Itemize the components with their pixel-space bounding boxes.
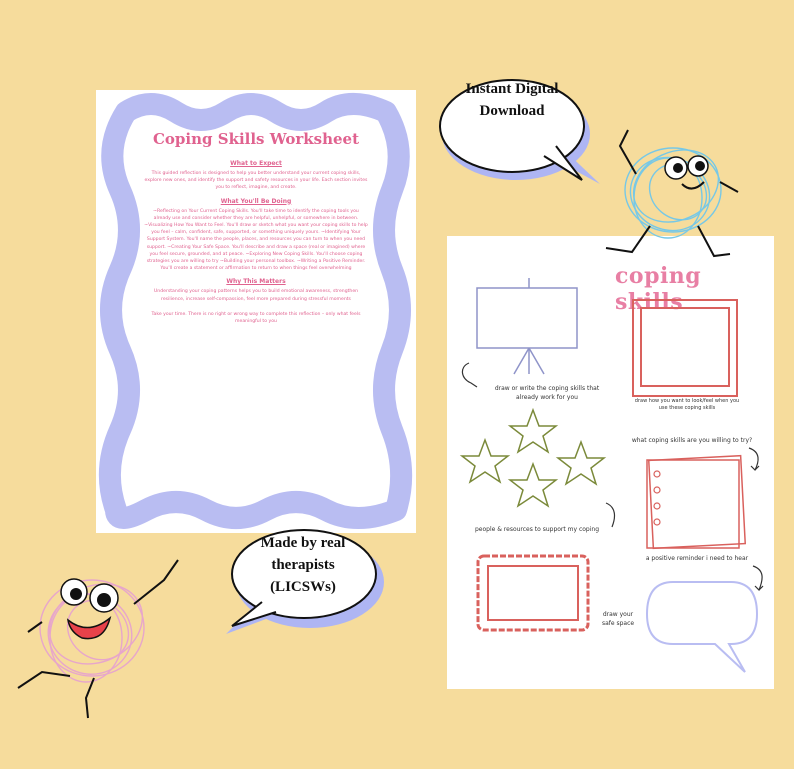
activity-title: coping skills xyxy=(615,263,702,315)
label-support: people & resources to support my coping xyxy=(474,526,600,533)
picture-frame xyxy=(631,298,741,398)
coping-skills-activity-page xyxy=(447,236,774,689)
label-safe-space: draw your safe space xyxy=(601,611,635,627)
section-body-expect: This guided reflection is designed to help you better understand your current coping skills, explore new ones, and identify the support and safety resources in your life. Each section invites you to reflect, imagine, and create. xyxy=(144,171,368,191)
label-frame: draw how you want to look/feel when you use these coping skills xyxy=(634,398,740,411)
label-reminder: a positive reminder i need to hear xyxy=(645,555,749,562)
blue-scribble-character xyxy=(598,122,748,262)
stars-drawing xyxy=(459,408,607,512)
closing-note: Take your time. There is no right or wrong way to complete this reflection – only what feels meaningful to you xyxy=(151,311,361,325)
notepad-drawing xyxy=(643,454,748,552)
curly-arrow-icon xyxy=(455,361,485,391)
section-body-doing: ~Reflecting on Your Current Coping Skills. You'll take time to identify the coping tools you already use and consider whether they are helpful, unhelpful, or somewhere in between. ~Visualizing How You Want to Feel. You'll draw or sketch what you want your coping skills to help you feel – calm, confident, safe, supported, or something uniquely yours. ~Identifying Your Support System. You'll name the people, places, and resources you can turn to when you need support. ~Creating Your Safe Space. You'll describe and draw a space (real or imagined) where you feel secure, grounded, and at peace. ~Exploring New Coping Skills. You'll choose coping strategies you are willing to try ~Building your personal toolbox. ~Writing a Positive Reminder. You'll create a statement or affirmation to return to when things feel overwhelming xyxy=(144,208,368,272)
safe-space-frame xyxy=(474,552,592,634)
section-heading-matters: Why This Matters xyxy=(226,278,286,286)
pink-scribble-character xyxy=(12,552,202,720)
coping-skills-worksheet-page xyxy=(96,90,416,533)
easel-drawing xyxy=(469,276,579,376)
label-willing: what coping skills are you willing to try? xyxy=(631,437,753,444)
section-heading-doing: What You'll Be Doing xyxy=(220,197,292,205)
label-easel: draw or write the coping skills that already work for you xyxy=(494,385,600,401)
instant-download-text: Instant Digital Download xyxy=(465,81,559,119)
section-heading-expect: What to Expect xyxy=(230,160,282,167)
worksheet-title: Coping Skills Worksheet xyxy=(152,130,360,148)
therapists-text: Made by real therapists (LICSWs) xyxy=(260,535,346,595)
reminder-speech-bubble xyxy=(643,578,761,678)
curly-arrow-icon xyxy=(745,446,765,476)
section-body-matters: Understanding your coping patterns helps you to build emotional awareness, strengthen resilience, increase self-compassion, feel more prepared during stressful moments xyxy=(153,289,359,302)
